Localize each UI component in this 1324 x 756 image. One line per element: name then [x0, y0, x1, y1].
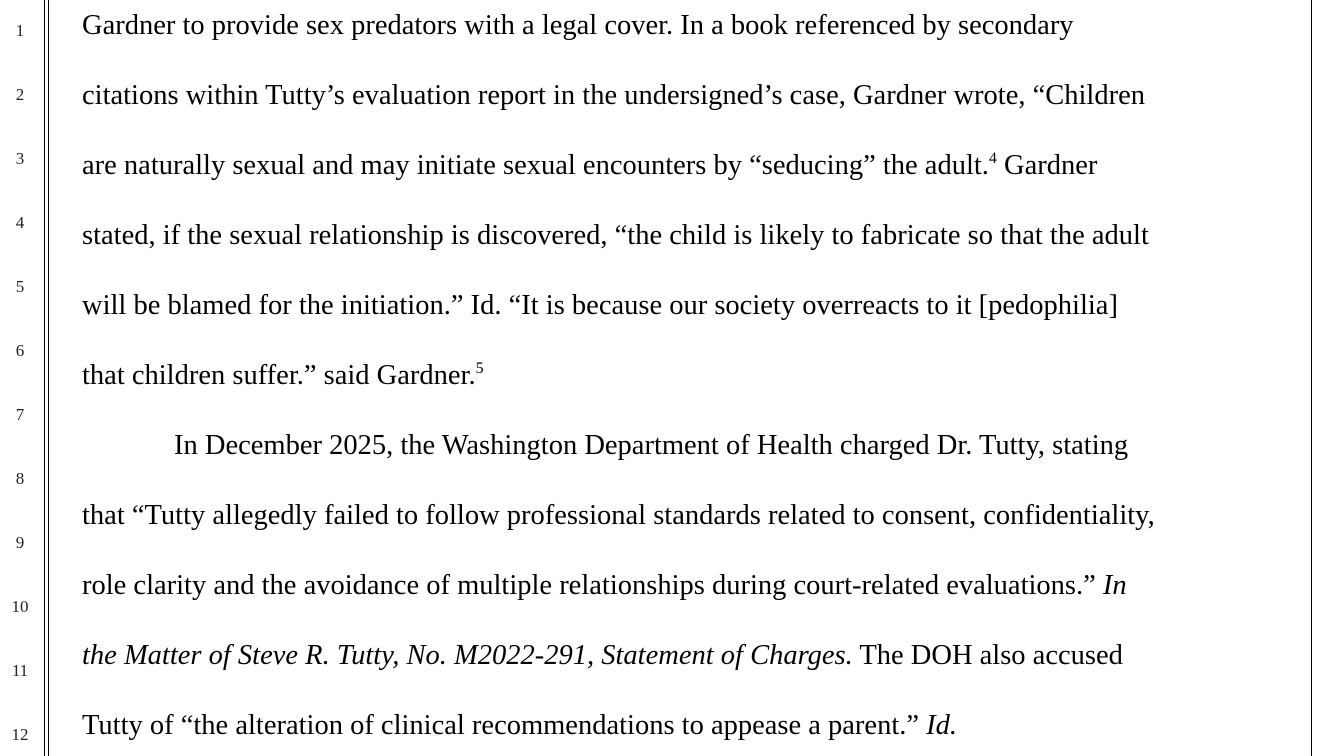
body-text-line	[82, 82, 1145, 111]
body-text-line	[82, 712, 957, 741]
text-run: Gardner to provide sex predators with a legal cover. In a book referenced by secondary	[82, 10, 1074, 41]
case-citation-italic: In	[1102, 570, 1127, 601]
body-text-line	[82, 12, 1074, 41]
body-text-line	[82, 642, 1123, 671]
body-text-line	[82, 152, 1097, 181]
body-text-line	[82, 572, 1127, 601]
text-run: role clarity and the avoidance of multiple relationships during court-related evaluations.”	[82, 570, 1103, 601]
footnote-marker: 5	[475, 360, 484, 377]
text-run: Gardner	[996, 150, 1098, 181]
text-run: are naturally sexual and may initiate sexual encounters by “seducing” the adult.	[82, 150, 989, 181]
line-number: 7	[15, 405, 25, 424]
line-number: 3	[15, 149, 25, 168]
line-number: 5	[15, 277, 25, 296]
text-run: In December 2025, the Washington Department of Health charged Dr. Tutty, stating	[174, 430, 1129, 461]
line-number: 2	[15, 85, 25, 104]
text-run: will be blamed for the initiation.” Id. “It is because our society overreacts to it [pedophilia]	[82, 290, 1118, 321]
body-text-line	[82, 222, 1149, 251]
text-run: citations within Tutty’s evaluation report in the undersigned’s case, Gardner wrote, “Children	[82, 80, 1145, 111]
line-number: 6	[15, 341, 25, 360]
body-text-line	[82, 502, 1155, 531]
line-number: 11	[11, 661, 29, 680]
text-run: stated, if the sexual relationship is discovered, “the child is likely to fabricate so that the adult	[82, 220, 1149, 251]
line-number: 10	[11, 597, 29, 616]
line-number: 12	[11, 725, 29, 744]
text-run: Tutty of “the alteration of clinical recommendations to appease a parent.”	[82, 710, 927, 741]
text-run: that children suffer.” said Gardner.	[82, 360, 476, 391]
line-number: 4	[15, 213, 25, 232]
paragraph-first-line	[174, 432, 1128, 461]
id-citation-italic: Id.	[926, 710, 958, 741]
text-run: that “Tutty allegedly failed to follow professional standards related to consent, confidentiality,	[82, 500, 1155, 531]
footnote-marker: 4	[988, 150, 997, 167]
line-number: 9	[15, 533, 25, 552]
text-run: The DOH also accused	[852, 640, 1123, 671]
body-text-line	[82, 292, 1118, 321]
right-margin-rule	[1311, 0, 1312, 756]
line-number: 8	[15, 469, 25, 488]
body-text-line	[82, 362, 484, 391]
left-margin-rule-inner	[48, 0, 49, 756]
case-citation-italic: the Matter of Steve R. Tutty, No. M2022-291, Statement of Charges.	[82, 640, 853, 671]
line-number: 1	[15, 21, 25, 40]
left-margin-rule-outer	[44, 0, 45, 756]
